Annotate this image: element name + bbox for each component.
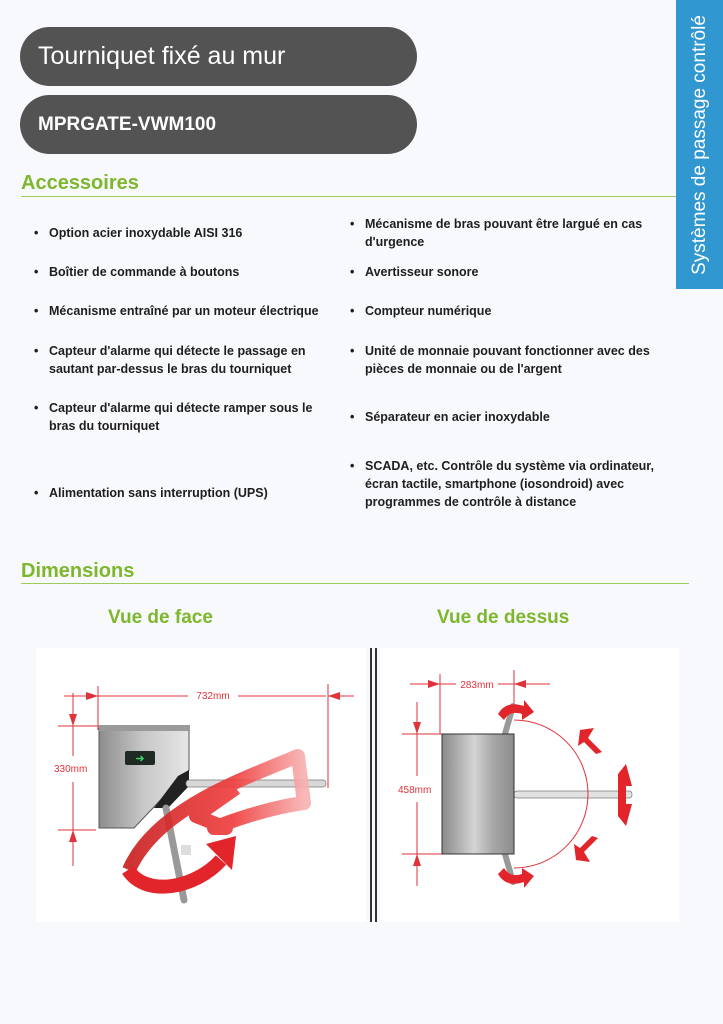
turnstile-housing <box>442 734 514 854</box>
list-item: • Mécanisme entraîné par un moteur électrique <box>34 302 349 320</box>
list-item: • Boîtier de commande à boutons <box>34 263 339 281</box>
rotation-arrow-icon <box>574 836 598 862</box>
top-view-drawing <box>380 648 679 922</box>
list-item: • SCADA, etc. Contrôle du système via ordinateur, écran tactile, smartphone (iosondroid) avec programmes de contrôle à distance <box>350 457 655 511</box>
page-title <box>20 27 417 86</box>
rotation-arrow-icon <box>578 728 602 754</box>
list-item: • Capteur d'alarme qui détecte le passage en sautant par-dessus le bras du tourniquet <box>34 342 329 378</box>
top-height-label: 458mm <box>398 785 432 796</box>
view-divider <box>370 648 372 922</box>
front-height-label: 330mm <box>54 764 88 775</box>
page-title-text: Tourniquet fixé au mur <box>38 42 286 70</box>
list-item: • Alimentation sans interruption (UPS) <box>34 484 339 502</box>
front-view-title: Vue de face <box>108 607 213 628</box>
dimensions-heading: Dimensions <box>21 560 135 582</box>
list-item: • Avertisseur sonore <box>350 263 650 281</box>
turnstile-arm <box>514 791 632 798</box>
model-text: MPRGATE-VWM100 <box>38 113 217 135</box>
top-width-label: 283mm <box>460 680 494 691</box>
dimensions-divider <box>21 583 689 584</box>
rotation-arrow-icon <box>498 700 534 720</box>
category-side-tab <box>676 0 723 289</box>
top-view-diagram <box>380 648 679 922</box>
category-side-tab-label: Systèmes de passage contrôlé <box>688 14 710 275</box>
svg-text:➜: ➜ <box>135 753 145 765</box>
list-item: • Capteur d'alarme qui détecte ramper sous le bras du tourniquet <box>34 399 329 435</box>
front-width-label: 732mm <box>196 691 230 702</box>
list-item: • Compteur numérique <box>350 302 650 320</box>
rotation-arrow-icon <box>498 868 534 888</box>
model-badge <box>20 95 417 154</box>
front-view-diagram <box>36 648 366 922</box>
accessories-heading: Accessoires <box>21 172 139 194</box>
accessories-divider <box>21 196 676 197</box>
list-item: • Mécanisme de bras pouvant être largué en cas d'urgence <box>350 215 650 251</box>
list-item: • Séparateur en acier inoxydable <box>350 408 650 426</box>
list-item: • Unité de monnaie pouvant fonctionner avec des pièces de monnaie ou de l'argent <box>350 342 650 378</box>
top-view-title: Vue de dessus <box>437 607 570 628</box>
list-item: • Option acier inoxydable AISI 316 <box>34 224 339 242</box>
front-view-drawing <box>36 648 366 922</box>
view-divider <box>375 648 377 922</box>
